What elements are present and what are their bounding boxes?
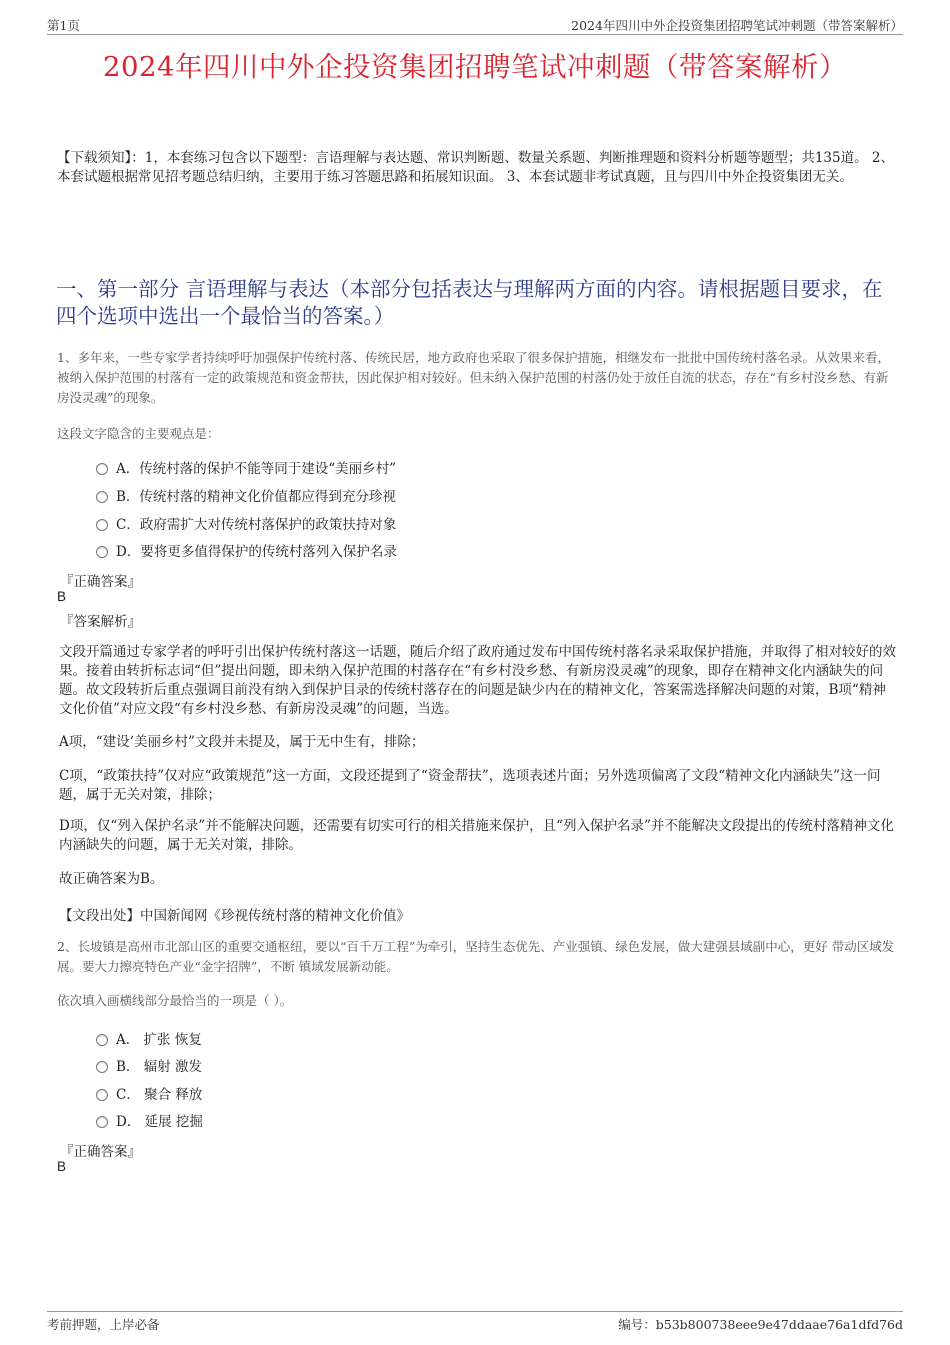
radio-icon[interactable] xyxy=(96,1034,108,1046)
option-label: B． 辐射 激发 xyxy=(116,1059,203,1075)
radio-icon[interactable] xyxy=(96,1061,108,1073)
question-1-prompt: 这段文字隐含的主要观点是： xyxy=(57,426,220,441)
question-1-text: 1、多年来，一些专家学者持续呼吁加强保护传统村落、传统民居，地方政府也采取了很多保护措施，相继发布一批批中国传统村落名录。从效果来看，被纳入保护范围的村落有一定的政策规范和资金帮扶，因此保护相对较好。但未纳入保护范围的村落仍处于放任自流的状态，存在“有乡村没乡愁、有新房没灵魂”的现象。 xyxy=(57,350,890,405)
option-label: C． 聚合 释放 xyxy=(116,1087,203,1103)
footer-slogan: 考前押题，上岸必备 xyxy=(47,1317,160,1332)
page-header xyxy=(47,14,903,35)
q2-option-a[interactable] xyxy=(96,1028,202,1048)
q1-analysis-paragraph: A项，“建设‘美丽乡村”文段并未提及，属于无中生有，排除； xyxy=(59,734,425,750)
q1-option-c[interactable] xyxy=(96,513,396,533)
q1-analysis-paragraph: D项，仅“列入保护名录”并不能解决问题，还需要有切实可行的相关措施来保护，且“列入保护名录”并不能解决文段提出的传统村落精神文化内涵缺失的问题，属于无关对策，排除。 xyxy=(59,818,894,853)
q1-analysis-paragraph: 故正确答案为B。 xyxy=(59,871,164,887)
header-doc-title: 2024年四川中外企投资集团招聘笔试冲刺题（带答案解析） xyxy=(571,18,903,33)
page-footer xyxy=(47,1311,903,1334)
q1-analysis-label: 『答案解析』 xyxy=(60,614,141,630)
option-label: C．政府需扩大对传统村落保护的政策扶持对象 xyxy=(116,517,397,533)
download-notice: 【下载须知】：1，本套练习包含以下题型：言语理解与表达题、常识判断题、数量关系题、判断推理题和资料分析题等题型；共135道。 2、本套试题根据常见招考题总结归纳，主要用于练习答题思路和拓展知识面。 3、本套试题非考试真题，且与四川中外企投资集团无关。 xyxy=(57,150,894,185)
radio-icon[interactable] xyxy=(96,1089,108,1101)
q1-analysis-paragraph: 文段开篇通过专家学者的呼吁引出保护传统村落这一话题，随后介绍了政府通过发布中国传统村落名录采取保护措施，并取得了相对较好的效果。接着由转折标志词“但”提出问题，即未纳入保护范围的村落存在“有乡村没乡愁、有新房没灵魂”的现象，即存在精神文化内涵缺失的问题。故文段转折后重点强调目前没有纳入到保护目录的传统村落存在的问题是缺少内在的精神文化，答案需选择解决问题的对策，B项“精神文化价值”对应文段“有乡村没乡愁、有新房没灵魂”的问题，当选。 xyxy=(59,644,896,717)
q1-option-b[interactable] xyxy=(96,485,396,505)
page-number: 第1页 xyxy=(47,18,80,33)
option-label: A．传统村落的保护不能等同于建设“美丽乡村” xyxy=(116,461,397,477)
option-label: D．要将更多值得保护的传统村落列入保护名录 xyxy=(116,544,397,560)
document-title: 2024年四川中外企投资集团招聘笔试冲刺题（带答案解析） xyxy=(103,51,847,83)
q1-source: 【文段出处】中国新闻网《珍视传统村落的精神文化价值》 xyxy=(59,908,410,924)
q2-answer-label: 『正确答案』 xyxy=(60,1144,141,1160)
radio-icon[interactable] xyxy=(96,1116,108,1128)
section-heading: 一、第一部分 言语理解与表达（本部分包括表达与理解两方面的内容。请根据题目要求，在四个选项中选出一个最恰当的答案。） xyxy=(56,277,883,328)
radio-icon[interactable] xyxy=(96,491,108,503)
q2-option-c[interactable] xyxy=(96,1083,202,1103)
footer-doc-id: 编号：b53b800738eee9e47ddaae76a1dfd76d xyxy=(618,1317,903,1332)
radio-icon[interactable] xyxy=(96,519,108,531)
q1-option-a[interactable] xyxy=(96,457,396,477)
radio-icon[interactable] xyxy=(96,546,108,558)
radio-icon[interactable] xyxy=(96,463,108,475)
question-2-prompt: 依次填入画横线部分最恰当的一项是（ ）。 xyxy=(57,993,293,1008)
q2-option-b[interactable] xyxy=(96,1055,202,1075)
q2-option-d[interactable] xyxy=(96,1110,203,1130)
q1-answer-label: 『正确答案』 xyxy=(60,574,141,590)
q1-answer: B xyxy=(57,589,67,604)
q1-analysis-paragraph: C项，“政策扶持”仅对应“政策规范”这一方面，文段还提到了“资金帮扶”，选项表述片面；另外选项偏离了文段“精神文化内涵缺失”这一问题，属于无关对策，排除； xyxy=(59,768,881,803)
q2-answer: B xyxy=(57,1159,67,1174)
option-label: A． 扩张 恢复 xyxy=(116,1032,202,1048)
option-label: D． 延展 挖掘 xyxy=(116,1114,203,1130)
option-label: B．传统村落的精神文化价值都应得到充分珍视 xyxy=(116,489,396,505)
question-2-text: 2、长坡镇是高州市北部山区的重要交通枢纽，要以“百千万工程”为牵引，坚持生态优先、产业强镇、绿色发展，做大建强县域副中心，更好 带动区域发展。要大力擦亮特色产业“金字招牌”，不断 镇域发展新动能。 xyxy=(57,939,895,974)
q1-option-d[interactable] xyxy=(96,540,397,560)
